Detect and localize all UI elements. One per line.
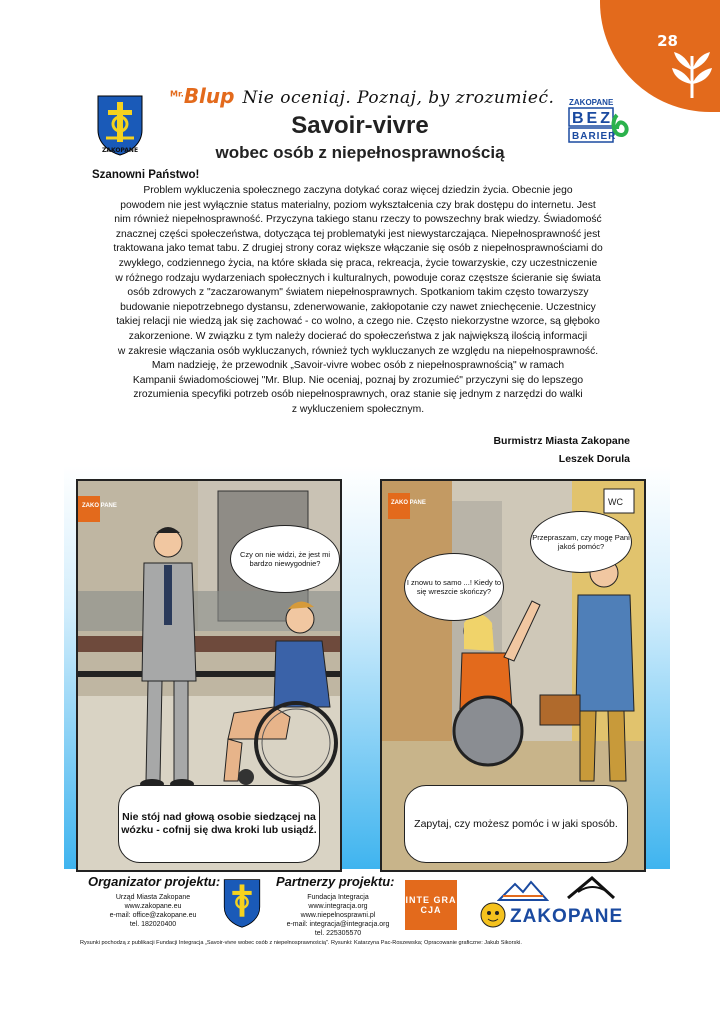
integracja-logo: INTE GRA CJA [405, 880, 457, 930]
mountain-logo-icon [497, 878, 549, 902]
caption-right: Zapytaj, czy możesz pomóc i w jaki sposób. [404, 785, 628, 863]
crest-label: ZAKOPANE [101, 147, 139, 154]
zb-line-3: BARIER [572, 131, 617, 142]
left-sign-text: ZAKO PANE [82, 503, 117, 509]
partner-line: tel. 225305570 [314, 930, 362, 937]
letter-line: powodem nie jest wyłącznie status materialny, poziom wykształcenia czy brak dostępu do internetu. Jest [120, 199, 596, 211]
letter-line: w zakresie włączania osób wykluczanych, również tych wykluczanych ze względu na niepełnosprawność. [117, 345, 599, 357]
letter-line: Kampanii świadomościowej "Mr. Blup. Nie oceniaj, poznaj by zrozumieć" przyczyni się do lepszego [132, 374, 584, 386]
letter-salutation: Szanowni Państwo! [92, 169, 200, 181]
caption-left: Nie stój nad głową osobie siedzącej na wózku - cofnij się dwa kroki lub usiądź. [118, 785, 320, 863]
letter-line: z wykluczeniem społecznym. [291, 403, 425, 415]
letter-line: osób zdrowych z "zaczarowanym" światem niepełnosprawnych. Spotkaniom takim często towarzyszy [127, 287, 589, 299]
speech-bubble-left: Czy on nie widzi, że jest mi bardzo niewygodnie? [230, 525, 340, 593]
letter-line: znacznej części społeczeństwa, dotycząca tej problematyki jest niewystarczająca. Niepełnosprawność jest [115, 228, 601, 240]
partner-line: e-mail: integracja@integracja.org [286, 921, 390, 928]
partners-info [268, 893, 408, 938]
zakopane-crest-footer-icon [222, 878, 262, 928]
organizer-line: www.zakopane.eu [124, 903, 182, 910]
letter-line: Problem wykluczenia społecznego zaczyna dotykać coraz więcej dziedzin życia. Obecnie jego [143, 185, 573, 196]
zb-line-2: BEZ [572, 110, 613, 127]
page-subtitle: wobec osób z niepełnosprawnością [215, 143, 505, 162]
comic-panel-left [76, 479, 342, 872]
letter-line: nim również niepełnosprawność. Przyczyna takiego stanu rzeczy to powszechny brak wiedzy. Świadomość [114, 214, 602, 226]
organizer-line: e-mail: office@zakopane.eu [109, 912, 197, 919]
letter-body [76, 184, 640, 418]
signature-title: Burmistrz Miasta Zakopane [493, 435, 630, 447]
campaign-brand [170, 84, 554, 108]
organizer-label: Organizator projektu: [88, 874, 221, 889]
comic-panel-right [380, 479, 646, 872]
speech-bubble-helper: Przepraszam, czy mogę Pani jakoś pomóc? [530, 511, 632, 573]
illustration-credit: Rysunki pochodzą z publikacji Fundacji Integracja „Savoir-vivre wobec osób z niepełnosprawnością". Rysunki: Katarzyna Pac-Roszewska; Opracowanie graficzne: Jakub Sikorski. [80, 940, 522, 946]
wheat-icon [670, 50, 714, 100]
partner-line: www.integracja.org [308, 903, 368, 910]
brand-mr: Mr. [170, 89, 184, 99]
letter-line: takiej relacji nie wiedzą jak się zachować - co wolno, a czego nie. Często niekorzystne wzorce, są głęboko [116, 316, 600, 328]
ski-jump-logo-icon [564, 872, 618, 902]
signature-name: Leszek Dorula [558, 453, 630, 465]
zakopane-bez-barier-logo [567, 95, 631, 151]
letter-line: zwykłego, codziennego życia, na które składa się praca, rekreacja, życie towarzyskie, czy uczestniczenie [118, 257, 598, 269]
letter-line: zakorzenione. W związku z tym należy docierać do społeczeństwa z jak największą ilością informacji [128, 330, 588, 342]
organizer-line: Urząd Miasta Zakopane [115, 894, 191, 901]
mascot-icon [478, 900, 508, 930]
speech-bubble-woman: I znowu to samo ...! Kiedy to się wreszcie skończy? [404, 553, 504, 621]
campaign-slogan: Nie oceniaj. Poznaj, by zrozumieć. [242, 88, 555, 108]
letter-line: traktowana jako temat tabu. Z drugiej strony coraz większe włączanie się osób z niepełnosprawnościami do [113, 243, 603, 255]
letter-line: Mam nadzieję, że przewodnik „Savoir-vivre wobec osób z niepełnosprawnością" w ramach [151, 360, 565, 372]
brand-blup: Blup [183, 84, 235, 108]
page-number: 28 [657, 32, 678, 50]
letter-line: budowanie niepotrzebnego dystansu, zdenerwowanie, zakłopotanie czy nawet zniechęcenie. Uczestnicy [120, 301, 596, 313]
organizer-line: tel. 182020400 [129, 921, 177, 928]
partner-line: Fundacja Integracja [307, 894, 369, 901]
letter-line: zrozumienia specyfiki potrzeb osób niepełnosprawnych, oraz stanie się jednym z narzędzi do walki [133, 389, 583, 401]
page-title: Savoir-vivre [291, 112, 429, 139]
zakopane-wordmark: ZAKOPANE [510, 906, 624, 927]
letter-line: w różnego rodzaju wydarzeniach społecznych i kulturalnych, powoduje coraz częstsze ścieranie się świata [115, 272, 601, 284]
partner-line: www.niepelnosprawni.pl [300, 912, 376, 919]
partners-label: Partnerzy projektu: [276, 874, 395, 889]
wc-sign-text: WC [608, 497, 623, 507]
right-sign-text: ZAKO PANE [391, 500, 426, 506]
zb-line-1: ZAKOPANE [569, 98, 614, 107]
organizer-info [88, 893, 218, 929]
